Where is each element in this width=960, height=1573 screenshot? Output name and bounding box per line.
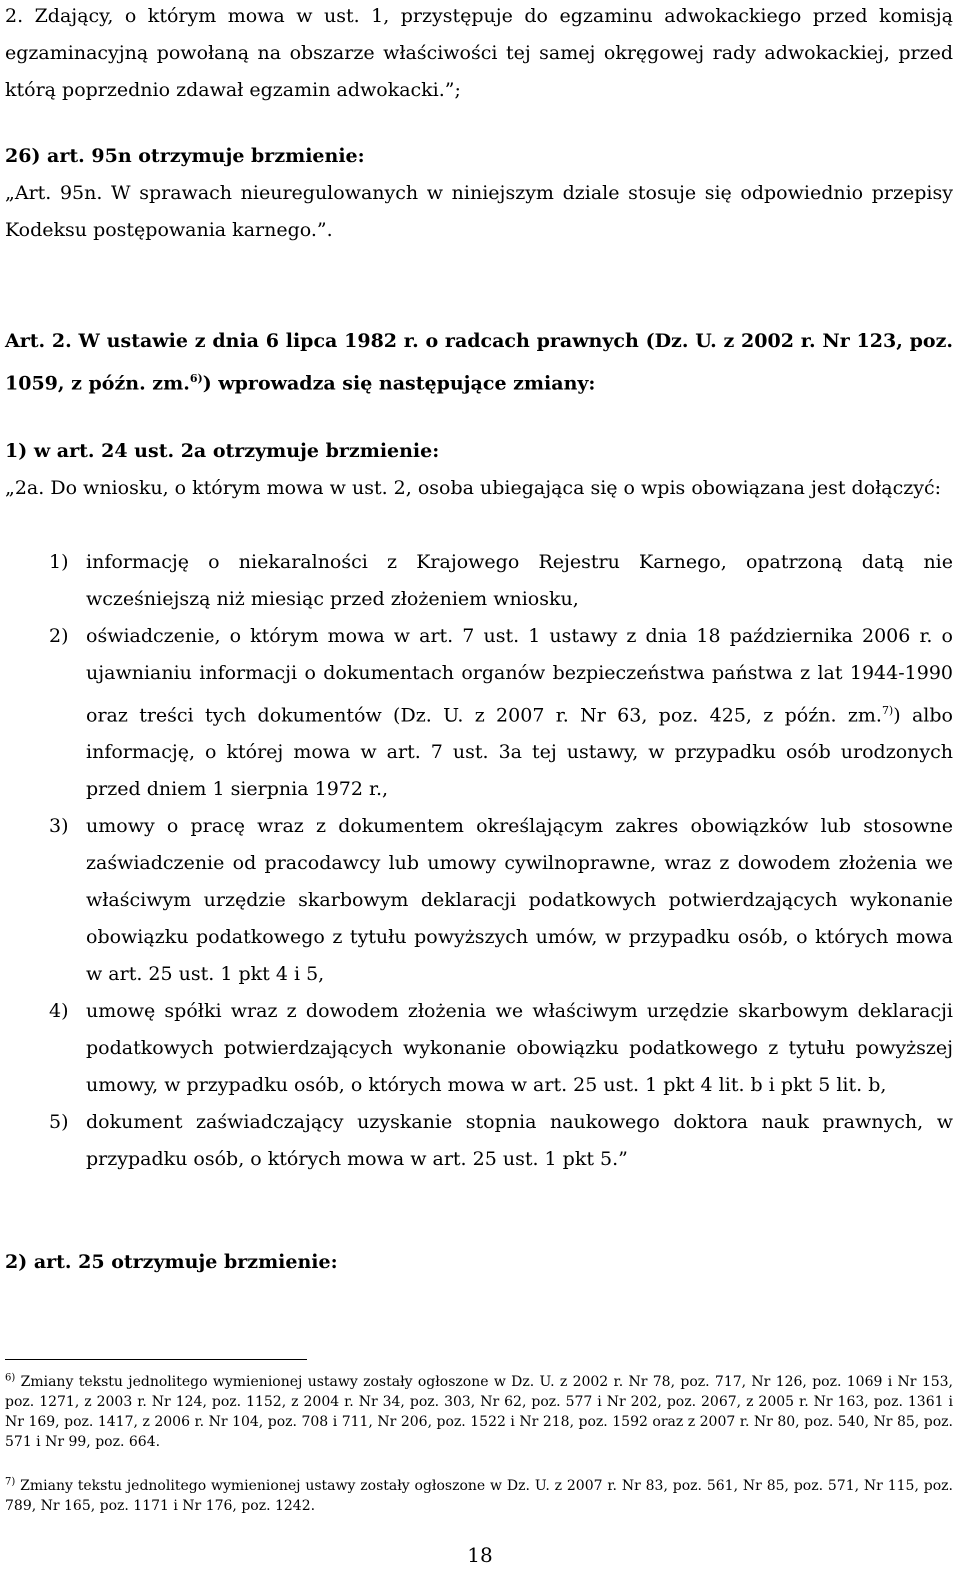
footnote-text: Zmiany tekstu jednolitego wymienionej ustawy zostały ogłoszone w Dz. U. z 2002 r. Nr 78, poz. 717, Nr 126, poz. 1069 i Nr 153, poz. 1271, z 2003 r. Nr 124, poz. 1152, z 2004 r. Nr 34, poz. 303, Nr 62, poz. 577 i Nr 202, poz. 2067, z 2005 r. Nr 163, poz. 1361 i Nr 169, poz. 1417, z 2006 r. Nr 104, poz. 708 i 711, Nr 206, poz. 1522 i Nr 218, poz. 1592 oraz z 2007 r. Nr 80, poz. 540, Nr 85, poz. 571 i Nr 99, poz. 664. [5, 1374, 953, 1450]
intro-paragraph: 2. Zdający, o którym mowa w ust. 1, przystępuje do egzaminu adwokackiego przed komisją egzaminacyjną powołaną na obszarze właściwości tej samej okręgowej rady adwokackiej, przed którą poprzednio zdawał egzamin adwokacki.”; [5, 5, 953, 101]
footnote-mark: 7) [5, 1476, 16, 1488]
footnote-ref-6: 6) [189, 372, 203, 385]
list-item-text-tail: ) albo informację, o której mowa w art. 7 ust. 3a tej ustawy, w przypadku osób urodzonych przed dniem 1 sierpnia 1972 r., [86, 704, 953, 801]
list-item-text: informację o niekaralności z Krajowego Rejestru Karnego, opatrzoną datą nie wcześniejszą niż miesiąc przed złożeniem wniosku, [86, 551, 953, 610]
footnote-divider [5, 1359, 307, 1360]
list-item-text: oświadczenie, o którym mowa w art. 7 ust. 1 ustawy z dnia 18 października 2006 r. o ujawnianiu informacji o dokumentach organów bezpieczeństwa państwa z lat 1944-1990 oraz treści tych dokumentów (Dz. U. z 2007 r. Nr 63, poz. 425, z późn. zm. [86, 625, 953, 727]
paragraph-2a: „2a. Do wniosku, o którym mowa w ust. 2, osoba ubiegająca się o wpis obowiązana jest dołączyć: [5, 477, 942, 499]
footnote-mark: 6) [5, 1372, 16, 1384]
footnote-7 [5, 1476, 953, 1516]
footnote-text: Zmiany tekstu jednolitego wymienionej ustawy zostały ogłoszone w Dz. U. z 2007 r. Nr 83, poz. 561, Nr 85, poz. 571, Nr 115, poz. 789, Nr 165, poz. 1171 i Nr 176, poz. 1242. [5, 1478, 953, 1514]
list-item [5, 618, 953, 808]
page-number: 18 [467, 1543, 493, 1567]
list-item-number: 4) [49, 1000, 69, 1023]
footnote-ref-7: 7) [881, 704, 894, 717]
art-2-heading-text: Art. 2. W ustawie z dnia 6 lipca 1982 r. o radcach prawnych (Dz. U. z 2002 r. Nr 123, poz. 1059, z późn. zm. [5, 330, 953, 395]
list-item [5, 993, 953, 1104]
list-item-number: 2) [49, 625, 69, 647]
requirements-list [5, 544, 953, 1178]
list-item [5, 544, 953, 618]
art-95n-text: W sprawach nieuregulowanych w niniejszym dziale stosuje się odpowiednio przepisy Kodeksu postępowania karnego.”. [5, 182, 953, 241]
list-item-number: 5) [49, 1111, 69, 1134]
art-2-heading [5, 323, 953, 402]
art-2-heading-tail: ) wprowadza się następujące zmiany: [202, 372, 596, 395]
art-95n-paragraph [5, 175, 953, 249]
list-item [5, 808, 953, 993]
art-95n-label: „Art. 95n. [5, 182, 103, 204]
point-26-heading: 26) art. 95n otrzymuje brzmienie: [5, 145, 365, 167]
list-item-text: umowę spółki wraz z dowodem złożenia we właściwym urzędzie skarbowym deklaracji podatkowych potwierdzających wykonanie obowiązku podatkowego z tytułu powyższej umowy, w przypadku osób, o których mowa w art. 25 ust. 1 pkt 4 lit. b i pkt 5 lit. b, [86, 1000, 953, 1097]
point-1-heading: 1) w art. 24 ust. 2a otrzymuje brzmienie: [5, 440, 440, 462]
list-item-text: dokument zaświadczający uzyskanie stopnia naukowego doktora nauk prawnych, w przypadku osób, o których mowa w art. 25 ust. 1 pkt 5.” [86, 1111, 953, 1171]
footnote-6 [5, 1372, 953, 1452]
list-item-number: 3) [49, 815, 69, 838]
list-item-text: umowy o pracę wraz z dokumentem określającym zakres obowiązków lub stosowne zaświadczenie od pracodawcy lub umowy cywilnoprawne, wraz z dowodem złożenia we właściwym urzędzie skarbowym deklaracji podatkowych potwierdzających wykonanie obowiązku podatkowego z tytułu powyższych umów, w przypadku osób, o których mowa w art. 25 ust. 1 pkt 4 i 5, [86, 815, 953, 986]
list-item-number: 1) [49, 551, 69, 573]
point-2-heading: 2) art. 25 otrzymuje brzmienie: [5, 1251, 338, 1273]
list-item [5, 1104, 953, 1178]
